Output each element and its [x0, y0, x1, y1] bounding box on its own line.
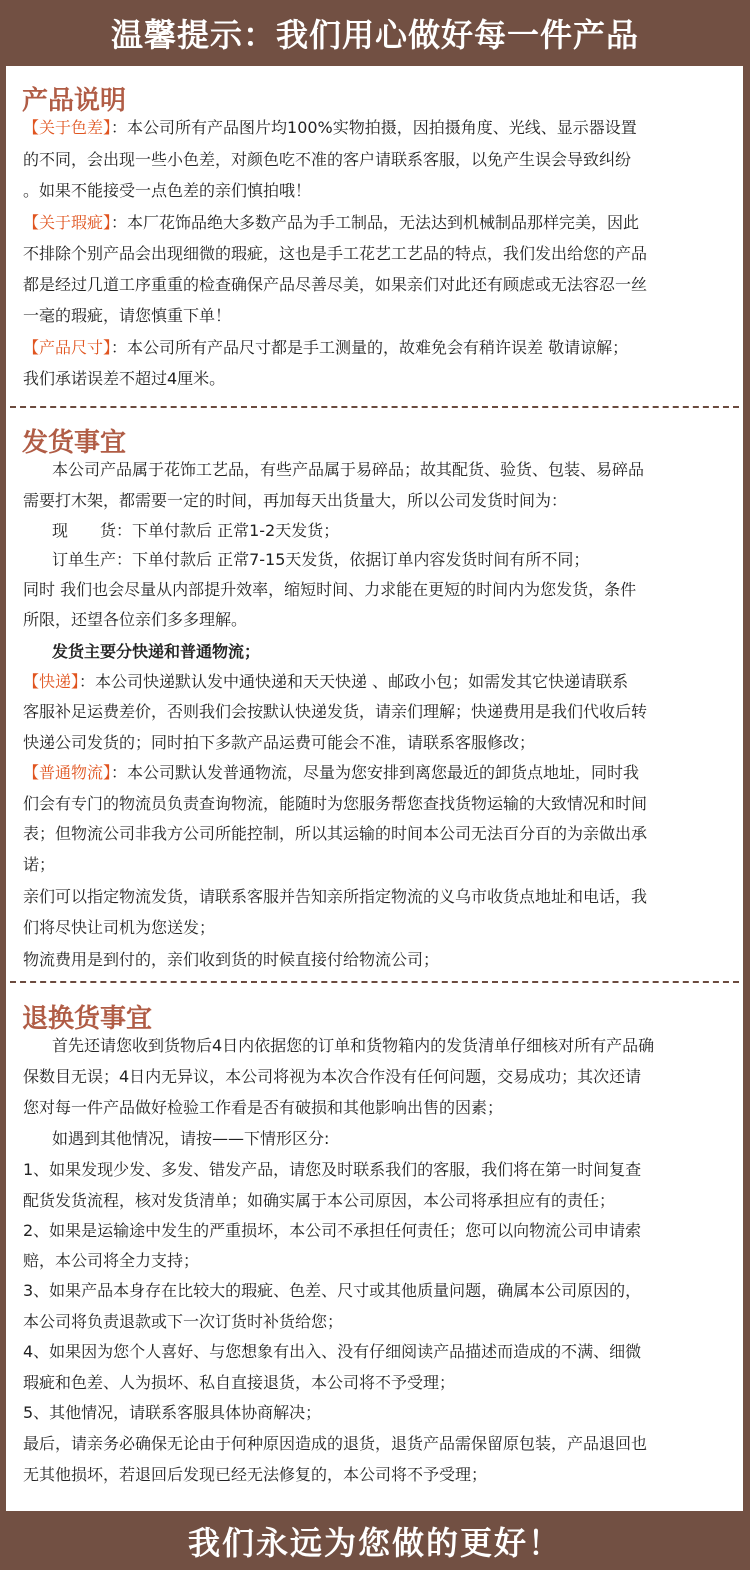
- list-item: 2、如果是运输途中发生的严重损坏，本公司不承担任何责任；您可以向物流公司申请索: [23, 1221, 642, 1240]
- flaw-note-tag: 【关于瑕疵】: [23, 213, 112, 232]
- text-line: 需要打木架，都需要一定的时间，再加每天出货量大，所以公司发货时间为：: [23, 491, 568, 510]
- color-note-tag: 【关于色差】: [23, 118, 112, 137]
- text-line: 所限，还望各位亲们多多理解。: [23, 610, 248, 629]
- color-note-line: [23, 120, 637, 136]
- text-line: 配货发货流程，核对发货清单；如确实属于本公司原因，本公司将承担应有的责任；: [23, 1191, 616, 1210]
- express-text: ：本公司快递默认发中通快递和天天快递 、邮政小包；如需发其它快递请联系: [79, 672, 629, 691]
- flaw-note-line: [23, 215, 639, 231]
- list-item: 3、如果产品本身存在比较大的瑕疵、色差、尺寸或其他质量问题，确属本公司原因的，: [23, 1281, 642, 1300]
- text-line: 一毫的瑕疵，请您慎重下单！: [23, 306, 232, 325]
- section-divider: [10, 981, 739, 983]
- text-line: 不排除个别产品会出现细微的瑕疵，这也是手工花艺工艺品的特点，我们发出给您的产品: [23, 244, 648, 263]
- color-note-text: ：本公司所有产品图片均100%实物拍摄，因拍摄角度、光线、显示器设置: [111, 118, 637, 137]
- text-line: 赔，本公司将全力支持；: [23, 1251, 200, 1270]
- text-line: 本公司将负责退款或下一次订货时补货给您；: [23, 1312, 344, 1331]
- text-line: 瑕疵和色差、人为损坏、私自直接退货，本公司将不予受理；: [23, 1373, 456, 1392]
- text-line: 同时 我们也会尽量从内部提升效率，缩短时间、力求能在更短的时间内为您发货，条件: [23, 580, 637, 599]
- size-note-tag: 【产品尺寸】: [23, 338, 112, 357]
- text-line: 您对每一件产品做好检验工作看是否有破损和其他影响出售的因素；: [23, 1098, 504, 1117]
- text-line: 客服补足运费差价，否则我们会按默认快递发货，请亲们理解；快递费用是我们代收后转: [23, 702, 648, 721]
- express-line: [23, 674, 628, 690]
- express-tag: 【快递】: [23, 672, 80, 691]
- content-panel: [6, 66, 743, 1511]
- text-line: 最后，请亲务必确保无论由于何种原因造成的退货，退货产品需保留原包装，产品退回也: [23, 1434, 648, 1453]
- section-title-shipping: 发货事宜: [22, 428, 127, 458]
- size-note-text: ：本公司所有产品尺寸都是手工测量的，故难免会有稍许误差 敬请谅解；: [111, 338, 629, 357]
- text-line: 的不同，会出现一些小色差，对颜色吃不准的客户请联系客服，以免产生误会导致纠纷: [23, 150, 632, 169]
- logistics-tag: 【普通物流】: [23, 763, 112, 782]
- stock-line: 现 货：下单付款后 正常1-2天发货；: [52, 521, 340, 540]
- footer-text: 我们永远为您做的更好！: [187, 1523, 562, 1562]
- text-line: 快递公司发货的；同时拍下多款产品运费可能会不准，请联系客服修改；: [23, 733, 536, 752]
- text-line: 我们承诺误差不超过4厘米。: [23, 369, 226, 388]
- page-header: [0, 0, 750, 66]
- text-line: 亲们可以指定物流发货，请联系客服并告知亲所指定物流的义乌市收货点地址和电话，我: [23, 887, 648, 906]
- text-line: 保数目无误；4日内无异议，本公司将视为本次合作没有任何问题，交易成功；其次还请: [23, 1067, 642, 1086]
- text-line: 。如果不能接受一点色差的亲们慎拍哦！: [23, 181, 312, 200]
- list-item: 4、如果因为您个人喜好、与您想象有出入、没有仔细阅读产品描述而造成的不满、细微: [23, 1342, 642, 1361]
- size-note-line: [23, 340, 628, 356]
- text-line: 本公司产品属于花饰工艺品，有些产品属于易碎品；故其配货、验货、包装、易碎品: [52, 460, 645, 479]
- section-title-product-info: 产品说明: [22, 86, 127, 116]
- text-line: 都是经过几道工序重重的检查确保产品尽善尽美，如果亲们对此还有顾虑或无法容忍一丝: [23, 275, 648, 294]
- list-item: 1、如果发现少发、多发、错发产品，请您及时联系我们的客服，我们将在第一时间复查: [23, 1160, 642, 1179]
- page-footer: [0, 1511, 750, 1570]
- logistics-text: ：本公司默认发普通物流，尽量为您安排到离您最近的卸货点地址，同时我: [111, 763, 640, 782]
- section-title-returns: 退换货事宜: [22, 1004, 153, 1034]
- section-divider: [10, 406, 739, 408]
- text-line: 们将尽快让司机为您送发；: [23, 918, 216, 937]
- text-line: 诺；: [23, 855, 56, 874]
- text-line: 无其他损坏，若退回后发现已经无法修复的，本公司将不予受理；: [23, 1465, 488, 1484]
- shipping-main-line: 发货主要分快递和普通物流；: [52, 642, 261, 661]
- list-item: 5、其他情况，请联系客服具体协商解决；: [23, 1403, 322, 1422]
- text-line: 首先还请您收到货物后4日内依据您的订单和货物箱内的发货清单仔细核对所有产品确: [52, 1036, 655, 1055]
- text-line: 物流费用是到付的，亲们收到货的时候直接付给物流公司；: [23, 950, 440, 969]
- text-line: 如遇到其他情况，请按——下情形区分:: [52, 1129, 330, 1148]
- flaw-note-text: ：本厂花饰品绝大多数产品为手工制品，无法达到机械制品那样完美，因此: [111, 213, 640, 232]
- text-line: 表；但物流公司非我方公司所能控制，所以其运输的时间本公司无法百分百的为亲做出承: [23, 824, 648, 843]
- text-line: 们会有专门的物流员负责查询物流，能随时为您服务帮您查找货物运输的大致情况和时间: [23, 794, 648, 813]
- logistics-line: [23, 765, 639, 781]
- header-title: 温馨提示：我们用心做好每一件产品: [110, 16, 639, 54]
- order-line: 订单生产：下单付款后 正常7-15天发货，依据订单内容发货时间有所不同；: [52, 550, 590, 569]
